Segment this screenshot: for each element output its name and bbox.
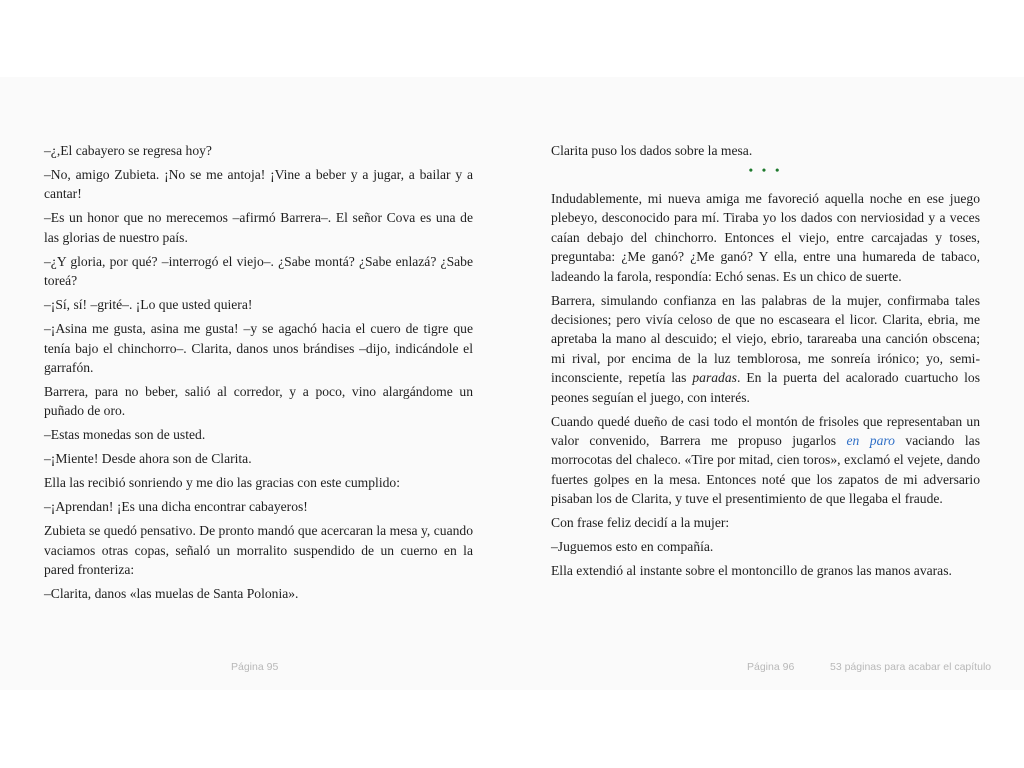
paragraph: –Clarita, danos «las muelas de Santa Polonia». [44,586,299,602]
right-page[interactable] [551,141,980,585]
paragraph: –¿Y gloria, por qué? –interrogó el viejo–. ¿Sabe montá? ¿Sabe enlazá? ¿Sabe toreá? [44,253,473,289]
page-number-right: Página 96 [747,661,795,673]
paragraph: –¡Sí, sí! –grité–. ¡Lo que usted quiera! [44,297,253,313]
paragraph: –¡Asina me gusta, asina me gusta! –y se agachó hacia el cuero de tigre que tenía bajo el chinchorro–. Clarita, danos unos brándises –dijo, indicándole el garrafón. [44,321,473,376]
paragraph: –¡Miente! Desde ahora son de Clarita. [44,451,252,467]
paragraph: Clarita puso los dados sobre la mesa. [551,143,753,158]
section-break-ornament: • • • [748,163,783,177]
paragraph: Ella las recibió sonriendo y me dio las gracias con este cumplido: [44,475,400,491]
paragraph [551,291,980,407]
text-run: Barrera, simulando confianza en las palabras de la mujer, confirmaba tales decisiones; pero vivía celoso de que no escaseara el licor. Clarita, ebria, me apretaba la mano al descuido; el viejo, ebrio, tarareaba una canción obscena; mi rival, por encima de la luz temblorosa, me sonreía irónico; yo, semiinconsciente, repetía las [551,292,980,386]
text-run: vaciando las morrocotas del chaleco. «Tire por mitad, cien toros», exclamó el vejete, dando fuertes golpes en la mesa. Entonces noté que los zapatos de mi adversario pisaban los de Clarita, y tuve el presentimiento de que llegaba el fraude. [551,433,981,507]
paragraph: Ella extendió al instante sobre el montoncillo de granos las manos avaras. [551,563,952,579]
book-spread [0,77,1024,690]
paragraph: –¡Aprendan! ¡Es una dicha encontrar cabayeros! [44,499,308,515]
paragraph: –Estas monedas son de usted. [44,427,206,443]
paragraph: Barrera, para no beber, salió al corredor, y a poco, vino alargándome un puñado de oro. [44,384,473,419]
left-page[interactable] [44,141,473,608]
glossary-link[interactable]: en paro [846,433,895,449]
text-run: Cuando quedé dueño de casi todo el montón de frisoles que representaban un valor convenido, Barrera me propuso jugarlos [551,413,980,449]
pages-remaining-in-chapter: 53 páginas para acabar el capítulo [830,661,992,673]
paragraph [551,412,980,509]
paragraph: Indudablemente, mi nueva amiga me favoreció aquella noche en ese juego plebeyo, desconocido para mí. Tiraba yo los dados con nerviosidad y a veces caían debajo del chinchorro. Entonces el viejo, entre carcajadas y toses, preguntaba: ¿Me ganó? ¿Me ganó? Y ella, entre una humareda de tabaco, ladeando la farola, respondía: Echó senas. Es un chico de suerte. [551,191,980,284]
page-number-left: Página 95 [231,661,279,673]
paragraph: Con frase feliz decidí a la mujer: [551,515,730,531]
paragraph: –¿,El cabayero se regresa hoy? [44,143,212,158]
text-run: . En la puerta del acalorado cuartucho los peones seguían el juego, con interés. [551,370,980,405]
paragraph: –Juguemos esto en compañía. [551,539,714,555]
paragraph: –No, amigo Zubieta. ¡No se me antoja! ¡Vine a beber y a jugar, a bailar y a cantar! [44,167,473,202]
paragraph: –Es un honor que no merecemos –afirmó Barrera–. El señor Cova es una de las glorias de nuestro país. [44,210,473,245]
italic-term: paradas [692,370,737,386]
paragraph: Zubieta se quedó pensativo. De pronto mandó que acercaran la mesa y, cuando vaciamos otras copas, señaló un morralito suspendido de un cuerno en la pared fronteriza: [44,523,473,578]
